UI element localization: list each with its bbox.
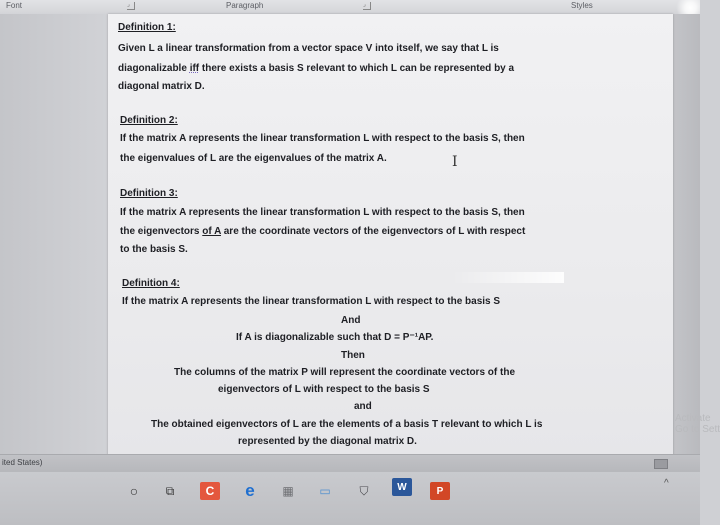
powerpoint-icon[interactable]: P — [430, 482, 450, 500]
task-view-icon[interactable]: ⧉ — [165, 483, 175, 498]
definition-3-heading: Definition 3: — [120, 188, 178, 199]
taskbar — [0, 472, 700, 525]
app-icon[interactable]: C — [200, 482, 220, 500]
left-margin — [0, 14, 108, 454]
calculator-icon[interactable]: ▦ — [282, 484, 294, 498]
styles-group-label[interactable]: Styles — [571, 1, 593, 10]
definition-3-line-3: to the basis S. — [120, 244, 188, 255]
definition-4-line-3: The columns of the matrix P will represent the coordinate vectors of the — [174, 367, 516, 378]
definition-4-and: And — [341, 315, 361, 326]
font-dialog-launcher-icon[interactable]: ⌟ — [127, 2, 135, 10]
paragraph-dialog-launcher-icon[interactable]: ⌟ — [363, 2, 371, 10]
selection-fade — [452, 272, 564, 283]
definition-4-heading: Definition 4: — [122, 278, 180, 289]
chevron-up-icon[interactable]: ^ — [664, 478, 669, 489]
definition-4-line-1: If the matrix A represents the linear transformation L with respect to the basis S — [122, 296, 501, 307]
definition-4-line-2: If A is diagonalizable such that D = P⁻¹AP. — [236, 332, 434, 343]
edge-icon[interactable]: e — [245, 481, 255, 500]
definition-4-and-2: and — [354, 401, 372, 412]
definition-1-line-1: Given L a linear transformation from a vector space V into itself, we say that L is — [118, 43, 499, 54]
cortana-icon[interactable]: ○ — [129, 483, 139, 499]
language-status[interactable]: ited States) — [2, 458, 43, 467]
definition-2-line-2: the eigenvalues of L are the eigenvalues of the matrix A. — [120, 153, 387, 164]
paragraph-group-label[interactable]: Paragraph — [226, 1, 264, 10]
right-margin — [673, 14, 700, 454]
ribbon — [0, 0, 700, 15]
photos-icon[interactable]: ▭ — [319, 484, 331, 498]
definition-4-line-6: represented by the diagonal matrix D. — [238, 436, 417, 447]
definition-1-line-2: diagonalizable iff there exists a basis S relevant to which L can be represented by a — [118, 63, 515, 74]
view-mode-icon[interactable] — [654, 459, 668, 469]
definition-4-line-5: The obtained eigenvectors of L are the elements of a basis T relevant to which L is — [151, 419, 543, 430]
definition-1-heading: Definition 1: — [118, 22, 176, 33]
spelling-flag: iff — [189, 63, 200, 74]
definition-3-line-1: If the matrix A represents the linear transformation L with respect to the basis S, then — [120, 207, 525, 218]
definition-4-line-4: eigenvectors of L with respect to the basis S — [218, 384, 430, 395]
text-cursor-icon: I — [452, 154, 458, 170]
definition-1-line-3: diagonal matrix D. — [118, 81, 205, 92]
font-group-label[interactable]: Font — [6, 1, 23, 10]
activate-windows-watermark: Activate Go to Sett — [675, 413, 720, 435]
definition-3-line-2: the eigenvectors of A are the coordinate vectors of the eigenvectors of L with respect — [120, 226, 526, 237]
definition-4-then: Then — [341, 350, 365, 361]
word-icon[interactable]: W — [392, 478, 412, 496]
definition-2-line-1: If the matrix A represents the linear transformation L with respect to the basis S, then — [120, 133, 525, 144]
store-icon[interactable]: ⛉ — [359, 483, 369, 498]
status-bar — [0, 454, 700, 473]
definition-2-heading: Definition 2: — [120, 115, 178, 126]
